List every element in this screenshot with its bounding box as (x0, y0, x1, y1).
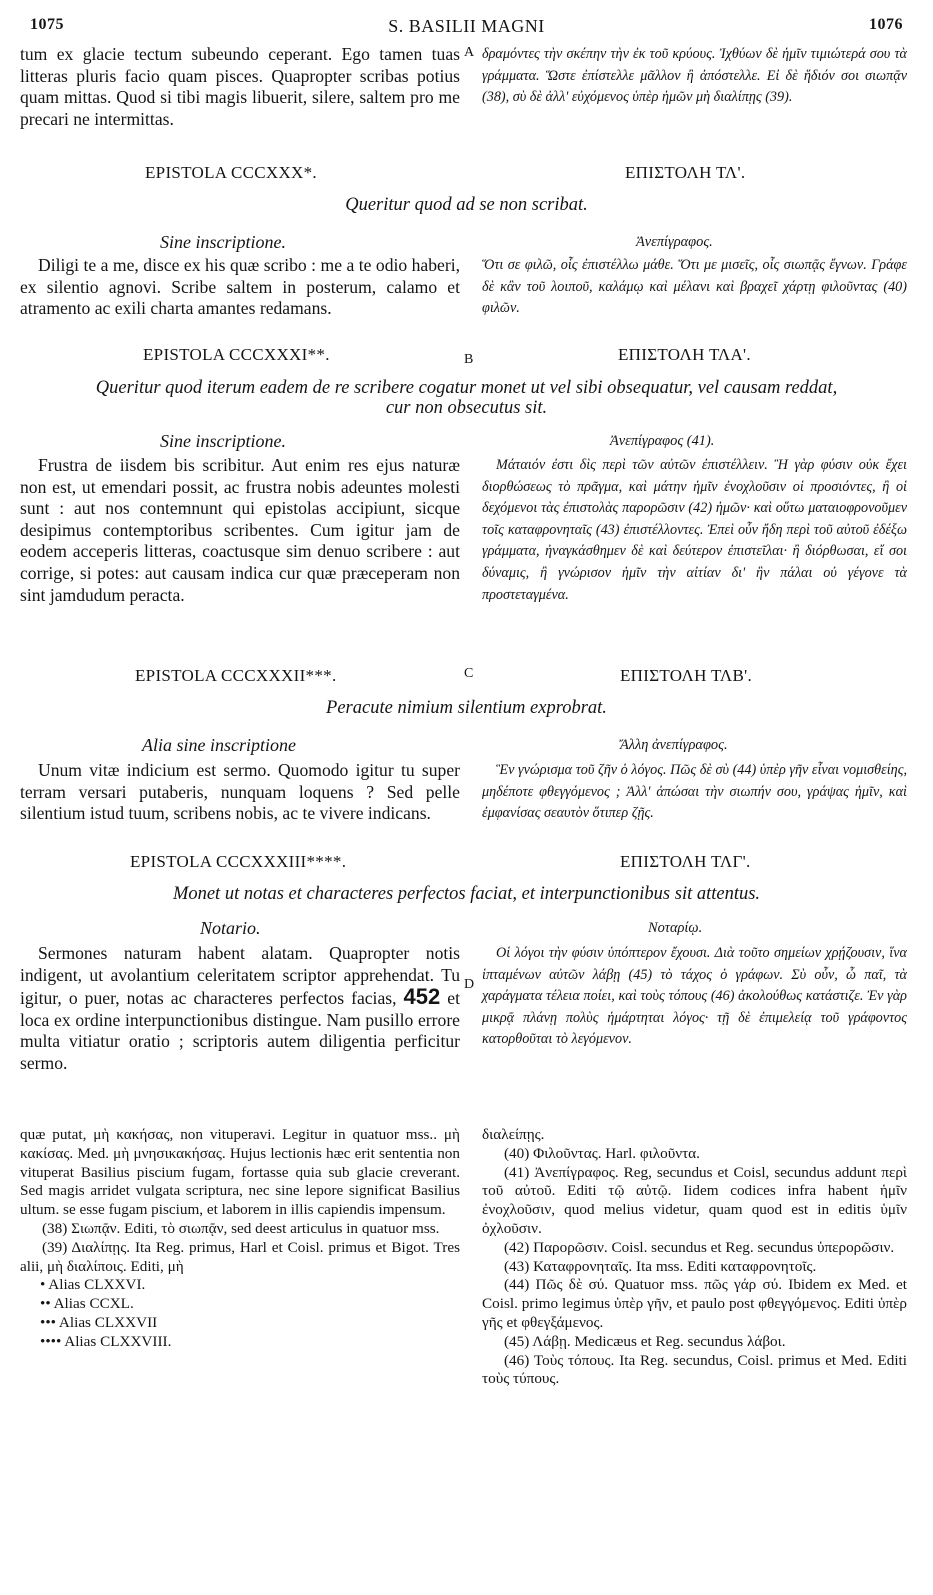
epistle-333-summary: Monet ut notas et characteres perfectos faciat, et interpunctionibus sit attentus. (172, 884, 761, 904)
note-46: (46) Τοὺς τόπους. Ita Reg. secundus, Coisl. primus et Med. Editi τοὺς τύπους. (482, 1351, 907, 1388)
footnote-alias-2: •• Alias CCXL. (40, 1295, 134, 1313)
epistle-331-title-latin: EPISTOLA CCCXXXI**. (143, 345, 330, 364)
intro-greek-text: δραμόντες τὴν σκέπην τὴν ἐκ τοῦ κρύους. Ἰχθύων δὲ ἡμῖν τιμιώτερά σου τὰ γράμματα. Ὥστε ἐπίστελλε μᾶλλον ἢ ἀπόστελλε. Εἰ δὲ ἥδιόν σοι σιωπᾷν (38), σὺ δὲ ἀλλ' εὐχόμενος ὑπὲρ ἡμῶν μὴ διαλίπῃς (39). (482, 46, 907, 106)
margin-letter-c: C (464, 666, 474, 681)
epistle-333-latin-text-a: Sermones naturam habent alatam. Quapropter notis indigent, ut avolantium celeritatem scriptor apprehendat. Tu igitur, o puer, notas ac characteres perfectos facias, (20, 943, 460, 1009)
intro-latin-text: tum ex glacie tectum subeundo ceperant. Ego tamen tuas litteras pluris facio quam pisces. Quapropter scribas potius quam mittas. Quod si tibi magis libuerit, silere, saltem pro me precari ne intermittas. (20, 44, 460, 129)
note-45: (45) Λάβῃ. Medicæus et Reg. secundus λάβοι. (504, 1332, 786, 1350)
margin-letter-d: D (464, 977, 475, 992)
epistle-330-greek-text: Ὅτι σε φιλῶ, οἷς ἐπιστέλλω μάθε. Ὅτι με μισεῖς, οἷς σιωπᾷς ἔγνων. Γράφε δὲ κἂν τοῦ λοιποῦ, καλάμῳ καὶ μέλανι καὶ βραχεῖ χάρτῃ φιλοῦντας (40) φιλῶν. (482, 257, 907, 317)
epistle-332-summary: Peracute nimium silentium exprobrat. (326, 698, 607, 718)
epistle-331-summary-line2: cur non obsecutus sit. (385, 398, 548, 418)
epistle-331-greek-text: Μάταιόν ἐστι δὶς περὶ τῶν αὐτῶν ἐπιστέλλειν. Ἢ γὰρ φύσιν οὐκ ἔχει διορθώσεως τὸ πρᾶγμα, καὶ μάτην ἡμῖν ἐνοχλοῦσιν οἱ προσιόντες, ἢ οἱ δεχόμενοι τὰς ἐπιστολὰς παρορῶσιν (42) ἡμῶν· καὶ οὕτω ματαιοφρονοῦμεν τοῖς καταφρονηταῖς (43) ἐπιστέλλοντες. Ἐπεὶ οὖν ἤδη περὶ τοῦ αὐτοῦ ἐδέξω γράμματα, ἠναγκάσθημεν δὲ καὶ δεύτερον ἐπιστεῖλαι· ἢ διόρθωσαι, εἴ σοι δύναμις, ἢ γνώρισον ἡμῖν τὴν αἰτίαν δι' ἣν πάλαι οὐ γέγονε τὰ προστεταγμένα. (482, 457, 907, 603)
margin-letter-b: B (464, 352, 474, 367)
epistle-333-greek-text: Οἱ λόγοι τὴν φύσιν ὑπόπτερον ἔχουσι. Διὰ τοῦτο σημείων χρῄζουσιν, ἵνα ἱπταμένων αὐτῶν λάβῃ (45) τὸ τάχος ὁ γράφων. Σὺ οὖν, ὦ παῖ, τὰ χαράγματα τέλεια ποίει, καὶ τοὺς τόπους (46) ἀκολούθως κατάστιζε. Ἐν γὰρ μικρᾷ πλάνῃ πολὺς ἡμάρτηται λόγος· τῇ δὲ ἐπιμελείᾳ τοῦ γράφοντος κατορθοῦται τὸ λεγόμενον. (482, 945, 907, 1048)
epistle-332-subhead-latin: Alia sine inscriptione (142, 735, 296, 755)
note-41: (41) Ἀνεπίγραφος. Reg, secundus et Coisl, secundus addunt περὶ τοῦ αὐτοῦ. Editi τῷ αὐτῷ. Iidem codices infra habent ἡμῖν ἐνοχλοῦσιν, quod melius videtur, quam quod est in editis ὑμῖν ὀχλοῦσιν. (482, 1163, 907, 1237)
margin-letter-a: A (464, 45, 475, 60)
page-number-left: 1075 (30, 16, 64, 33)
note-44: (44) Πῶς δὲ σύ. Quatuor mss. πῶς γάρ σύ. Ibidem ex Med. et Coisl. primo legimus ὑπὲρ γῆν, et paulo post φθεγγόμενος. Editi ὑπὲρ γῆς et φθεγξάμενος. (482, 1276, 907, 1331)
note-43: (43) Καταφρονηταῖς. Ita mss. Editi καταφρονητοῖς. (504, 1257, 817, 1275)
epistle-330-latin-text: Diligi te a me, disce ex his quæ scribo : me a te odio haberi, ex silentio agnovi. Scribe saltem in posterum, calamo et atramento ac exili charta amantes redamans. (20, 255, 460, 319)
note-38: (38) Σιωπᾷν. Editi, τὸ σιωπᾷν, sed deest articulus in quatuor mss. (42, 1219, 440, 1237)
page-title: S. BASILII MAGNI (388, 16, 545, 36)
epistle-331-latin-text: Frustra de iisdem bis scribitur. Aut enim res ejus naturæ non est, ut emendari possit, ac frustra nobis adeuntes molesti sunt : aut nos contemnunt qui epistolas accipiunt, sicque desipimus contemptoribus scribentes. Cum igitur jam de eodem acceperis litteras, coactusque sim denuo scribere : aut corrige, si potes: aut causam indica cur quæ præceperam non sint jamdudum peracta. (20, 455, 460, 605)
note-39: (39) Διαλίπῃς. Ita Reg. primus, Harl et Coisl. primus et Bigot. Tres alii, μὴ διαλίποις. Editi, μὴ (20, 1238, 460, 1275)
footnote-alias-3: ••• Alias CLXXVII (40, 1313, 158, 1331)
footnote-alias-4: •••• Alias CLXXVIII. (40, 1332, 172, 1350)
epistle-333-latin-text-b: et loca ex ordine interpunctionibus distingue. Nam pusillo errore multa vitiatur oratio ; scriptoris autem diligentia perficitur sermo. (20, 988, 460, 1073)
epistle-332-latin-text: Unum vitæ indicium est sermo. Quomodo igitur tu super terram versari putaberis, nunquam loquens ? Sed pelle silentium istud tuum, scribens nobis, ac te vivere indicans. (20, 760, 460, 824)
epistle-333-latin-text (20, 943, 460, 1075)
notes-left (20, 1126, 460, 1352)
note-40: (40) Φιλοῦντας. Harl. φιλοῦντα. (504, 1144, 700, 1162)
epistle-333-subhead-latin: Notario. (200, 918, 261, 938)
epistle-330-title-latin: EPISTOLA CCCXXX*. (145, 163, 317, 182)
epistle-330-title-greek: ΕΠΙΣΤΟΛΗ ΤΛ'. (625, 163, 746, 182)
note-39-continued: διαλείπῃς. (482, 1126, 545, 1143)
epistle-331-subhead-latin: Sine inscriptione. (160, 431, 286, 451)
note-42: (42) Παρορῶσιν. Coisl. secundus et Reg. secundus ὑπερορῶσιν. (504, 1238, 895, 1256)
epistle-330-subhead-latin: Sine inscriptione. (160, 232, 286, 252)
column-number-452: 452 (403, 984, 441, 1010)
epistle-332-title-latin: EPISTOLA CCCXXXII***. (135, 666, 337, 685)
epistle-331-summary-line1: Queritur quod iterum eadem de re scribere cogatur monet ut vel sibi obsequatur, vel causam reddat, (95, 378, 838, 398)
epistle-333-subhead-greek: Νοταρίῳ. (648, 920, 703, 936)
epistle-330-summary: Queritur quod ad se non scribat. (345, 195, 588, 215)
epistle-332-subhead-greek: Ἄλλη ἀνεπίγραφος. (620, 737, 728, 753)
epistle-333-title-greek: ΕΠΙΣΤΟΛΗ ΤΛΓ'. (620, 852, 751, 871)
notes-right (482, 1126, 907, 1389)
epistle-330-subhead-greek: Ἀνεπίγραφος. (636, 234, 713, 250)
epistle-332-greek-text: Ἓν γνώρισμα τοῦ ζῆν ὁ λόγος. Πῶς δὲ σὺ (44) ὑπὲρ γῆν εἶναι νομισθείης, μηδέποτε φθεγγόμενος ; Ἀλλ' ἀπώσαι τὴν σιωπήν σου, γράψας ἡμῖν, καὶ ἐμφανίσας σεαυτὸν ὅτιπερ ζῇς. (482, 762, 907, 822)
epistle-331-title-greek: ΕΠΙΣΤΟΛΗ ΤΛΑ'. (618, 345, 751, 364)
footnote-alias-1: • Alias CLXXVI. (40, 1276, 146, 1294)
epistle-332-title-greek: ΕΠΙΣΤΟΛΗ ΤΛΒ'. (620, 666, 753, 685)
epistle-331-subhead-greek: Ἀνεπίγραφος (41). (610, 433, 715, 449)
page-number-right: 1076 (869, 16, 903, 33)
epistle-333-title-latin: EPISTOLA CCCXXXIII****. (130, 852, 347, 871)
note-left-continued: quæ putat, μὴ κακήσας, non vituperavi. Legitur in quatuor mss.. μὴ κακίσας. Med. μὴ μνησικακήσας. Hujus lectionis hæc erit sententia non vituperat Basilius piscium fugam, fortasse quia sub glacie creverant. Sed magis arridet vulgata scriptura, nec sine lepore significat Basilius ultum. se esse fugam piscium, et laborem in illis capiendis impensum. (20, 1126, 460, 1219)
